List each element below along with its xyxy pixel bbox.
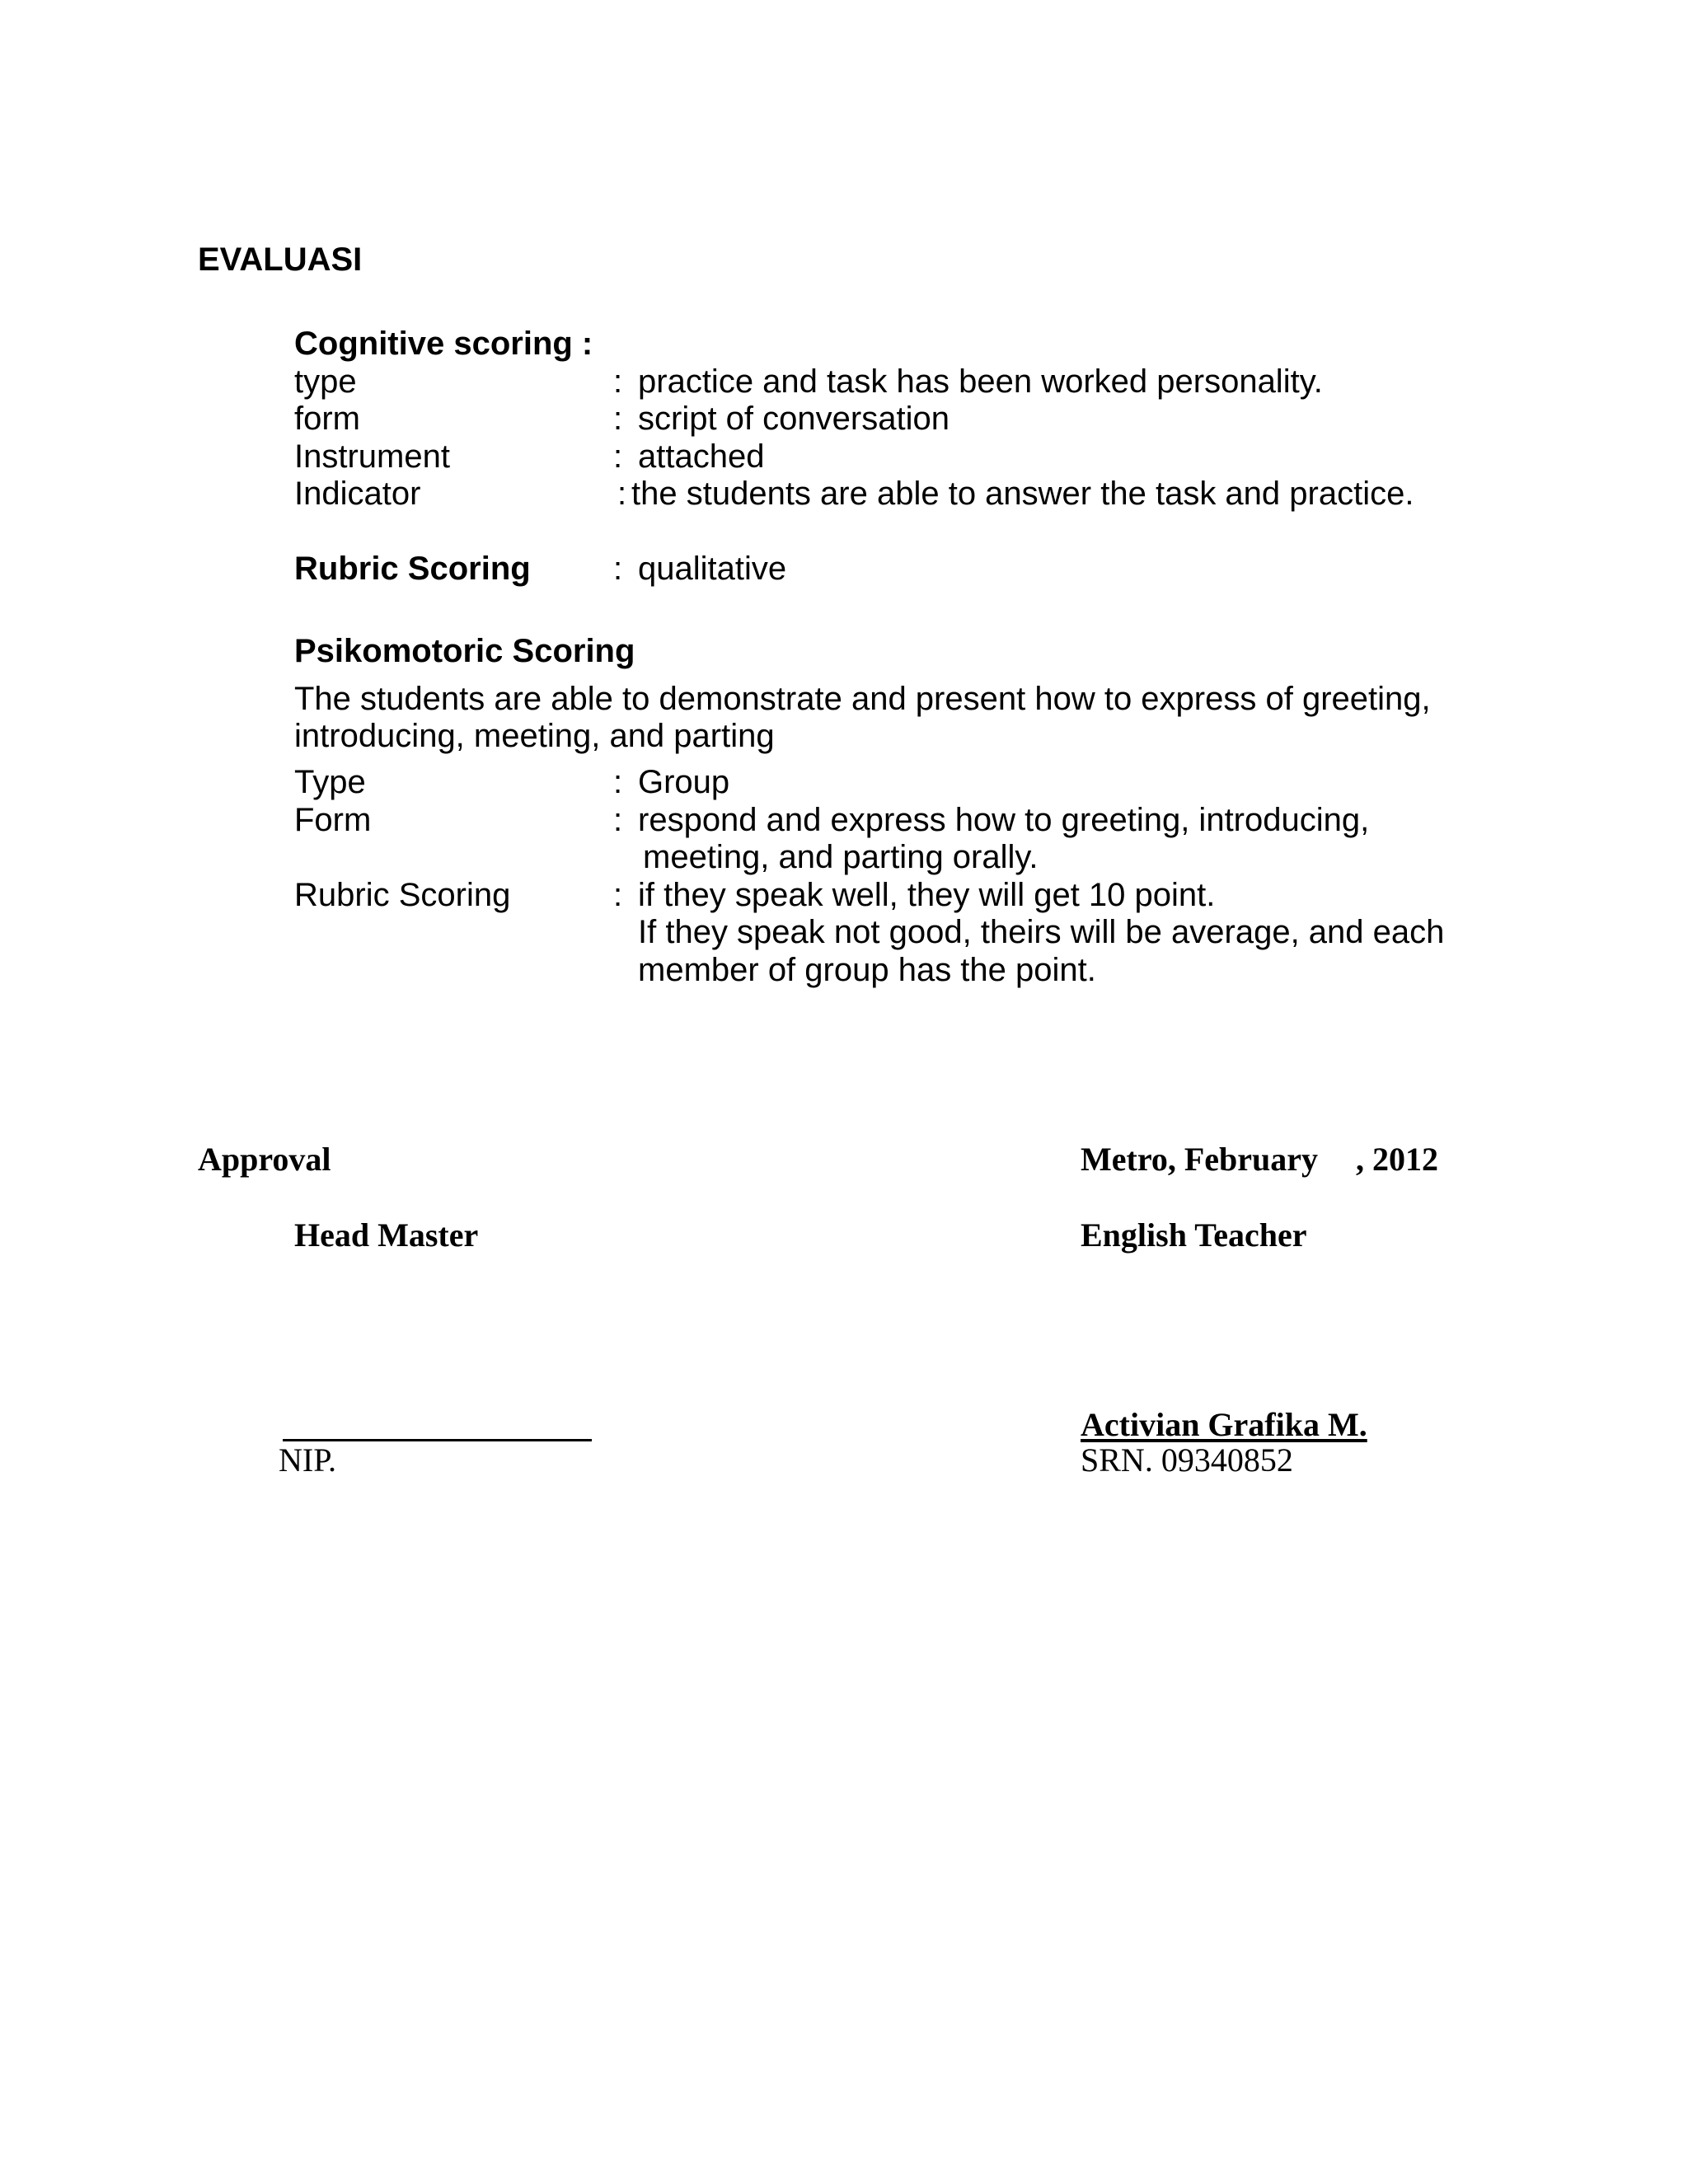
psikomotoric-scoring-title: Psikomotoric Scoring — [294, 633, 635, 669]
row-label: Form — [294, 802, 372, 838]
psikomotoric-description-line: introducing, meeting, and parting — [294, 718, 775, 754]
psikomotoric-description-line: The students are able to demonstrate and present how to express of greeting, — [294, 681, 1431, 717]
row-value: respond and express how to greeting, introducing, — [638, 802, 1370, 838]
psikomotoric-row-type — [0, 763, 1688, 801]
row-colon: : — [613, 802, 623, 838]
cognitive-scoring-title: Cognitive scoring : — [294, 326, 593, 362]
row-value: meeting, and parting orally. — [643, 839, 1039, 875]
psikomotoric-row-rubric-cont — [0, 913, 1688, 951]
row-label: Type — [294, 764, 366, 800]
teacher-role-label: English Teacher — [1081, 1216, 1307, 1254]
head-master-label: Head Master — [294, 1216, 479, 1254]
row-label: form — [294, 401, 360, 437]
date-year: , 2012 — [1356, 1141, 1438, 1178]
srn-number: SRN. 09340852 — [1081, 1441, 1293, 1479]
cognitive-row-type — [0, 363, 1688, 401]
row-colon: : — [613, 877, 623, 913]
row-colon: : — [613, 764, 623, 800]
row-label: Indicator — [294, 476, 421, 512]
rubric-scoring-label: Rubric Scoring — [294, 551, 531, 587]
row-colon: : — [613, 401, 623, 437]
row-value: script of conversation — [638, 401, 950, 437]
psikomotoric-row-form — [0, 801, 1688, 839]
row-value: if they speak well, they will get 10 point. — [638, 877, 1216, 913]
row-value: practice and task has been worked personality. — [638, 363, 1323, 400]
page-heading: EVALUASI — [198, 241, 363, 278]
row-label: Instrument — [294, 438, 450, 475]
nip-label: NIP. — [279, 1441, 337, 1479]
row-value: If they speak not good, theirs will be average, and each — [638, 914, 1445, 950]
row-colon: : — [613, 363, 623, 400]
row-colon: : — [613, 551, 623, 587]
cognitive-row-indicator — [0, 475, 1688, 513]
psikomotoric-row-form-cont — [0, 838, 1688, 876]
row-value: Group — [638, 764, 730, 800]
row-label: Rubric Scoring — [294, 877, 511, 913]
row-colon: : — [613, 438, 623, 475]
row-value: member of group has the point. — [638, 952, 1096, 988]
psikomotoric-row-rubric-cont — [0, 951, 1688, 989]
row-value: attached — [638, 438, 765, 475]
rubric-scoring-value: qualitative — [638, 551, 787, 587]
teacher-name: Activian Grafika M. — [1081, 1406, 1367, 1443]
row-label: type — [294, 363, 357, 400]
row-value: the students are able to answer the task and practice. — [631, 476, 1414, 512]
cognitive-row-instrument — [0, 438, 1688, 476]
cognitive-row-form — [0, 400, 1688, 438]
approval-label: Approval — [198, 1141, 331, 1178]
row-colon: : — [617, 476, 627, 512]
date-city: Metro, February — [1081, 1141, 1319, 1178]
psikomotoric-row-rubric — [0, 876, 1688, 914]
rubric-scoring-row — [0, 550, 1688, 588]
